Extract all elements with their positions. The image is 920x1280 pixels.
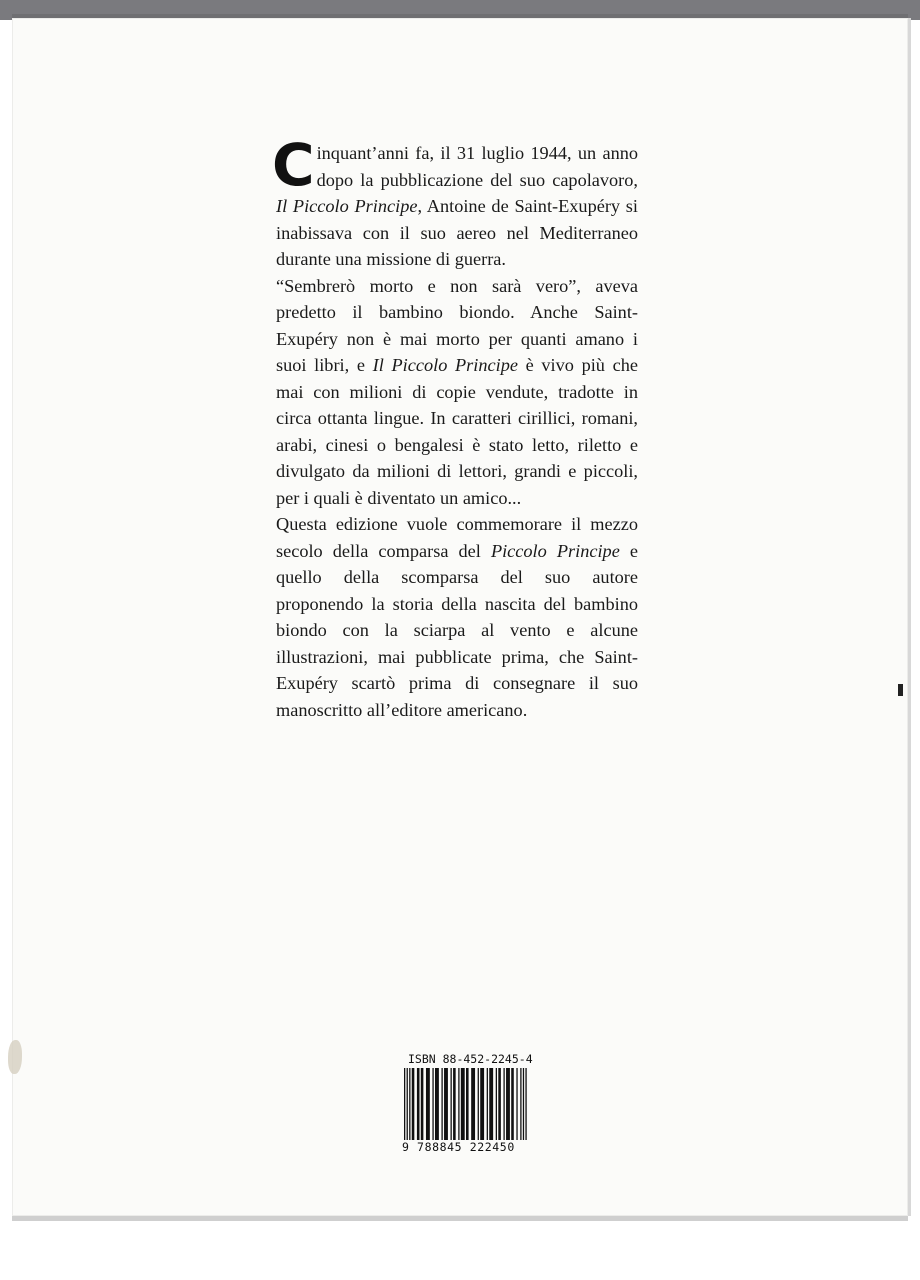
paragraph-2-text-continued: è vivo più che mai con milioni di copie vendute, tradotte in circa ottanta lingue. In caratteri cirillici, romani, arabi, cinesi o bengalesi è stato letto, riletto e divulgato da milioni di lettori, grandi e piccoli, per i quali è diventato un amico...	[276, 355, 638, 508]
barcode-bar	[435, 1068, 439, 1140]
book-title-italic: Piccolo Principe	[490, 540, 620, 561]
book-title-italic: Il Piccolo Principe	[276, 196, 418, 216]
scan-top-edge	[0, 0, 920, 20]
barcode-bar	[511, 1068, 514, 1140]
barcode-bar	[404, 1068, 405, 1140]
paragraph-1-text: inquant’anni fa, il 31 luglio 1944, un anno dopo la pubblicazione del suo capolavoro,	[316, 143, 638, 190]
blurb-paragraph-2	[276, 273, 638, 512]
paragraph-2-text: “Sembrerò morto e non sarà vero”, aveva predetto il bambino biondo. Anche Saint-Exupéry non è mai morto per quanti amano i suoi libri, e	[276, 275, 638, 375]
blurb-paragraph-3	[276, 511, 638, 723]
barcode-bar	[523, 1068, 524, 1140]
barcode-bar	[461, 1068, 465, 1140]
barcode-bar	[525, 1068, 526, 1140]
paragraph-3-text: Questa edizione vuole commemorare il mezzo secolo della comparsa del	[276, 514, 638, 561]
blurb-text	[272, 131, 639, 723]
barcode-bar	[444, 1068, 448, 1140]
barcode-bars	[402, 1068, 530, 1140]
barcode-bar	[520, 1068, 521, 1140]
barcode-bar	[432, 1068, 433, 1140]
barcode-bar	[451, 1068, 452, 1140]
barcode-bar	[458, 1068, 459, 1140]
book-title-italic: Il Piccolo Principe	[372, 355, 518, 375]
isbn-label: ISBN 88-452-2245-4	[408, 1052, 533, 1066]
barcode-bar	[412, 1068, 415, 1140]
barcode-bar	[453, 1068, 456, 1140]
barcode-bar	[498, 1068, 501, 1140]
barcode-bar	[409, 1068, 410, 1140]
isbn-barcode	[402, 1052, 533, 1160]
barcode-bar	[417, 1068, 420, 1140]
barcode-bar	[503, 1068, 504, 1140]
barcode-bar	[489, 1068, 493, 1140]
barcode-bar	[496, 1068, 497, 1140]
paragraph-3-text-continued: e quello della scomparsa del suo autore proponendo la storia della nascita del bambino biondo con la sciarpa al vento e alcune illustrazioni, mai pubblicate prima, che Saint-Exupéry scartò prima di consegnare il suo manoscritto all’editore americano.	[276, 540, 639, 720]
edge-mark	[898, 684, 903, 696]
barcode-bar	[421, 1068, 424, 1140]
blurb-paragraph-1	[272, 131, 638, 273]
barcode-bar	[426, 1068, 430, 1140]
drop-cap: C	[272, 131, 315, 199]
barcode-bar	[466, 1068, 469, 1140]
barcode-bar	[516, 1068, 517, 1140]
barcode-bar	[506, 1068, 510, 1140]
paper-stain	[8, 1040, 22, 1074]
barcode-bar	[407, 1068, 408, 1140]
paragraph-1-text-continued: , Antoine de Saint-Exupéry si inabissava con il suo aereo nel Mediterraneo durante una missione di guerra.	[276, 196, 638, 269]
barcode-bar	[478, 1068, 479, 1140]
barcode-bar	[487, 1068, 488, 1140]
barcode-bar	[471, 1068, 475, 1140]
ean-digits: 9 788845 222450	[402, 1140, 515, 1154]
barcode-bar	[480, 1068, 484, 1140]
barcode-bar	[441, 1068, 442, 1140]
